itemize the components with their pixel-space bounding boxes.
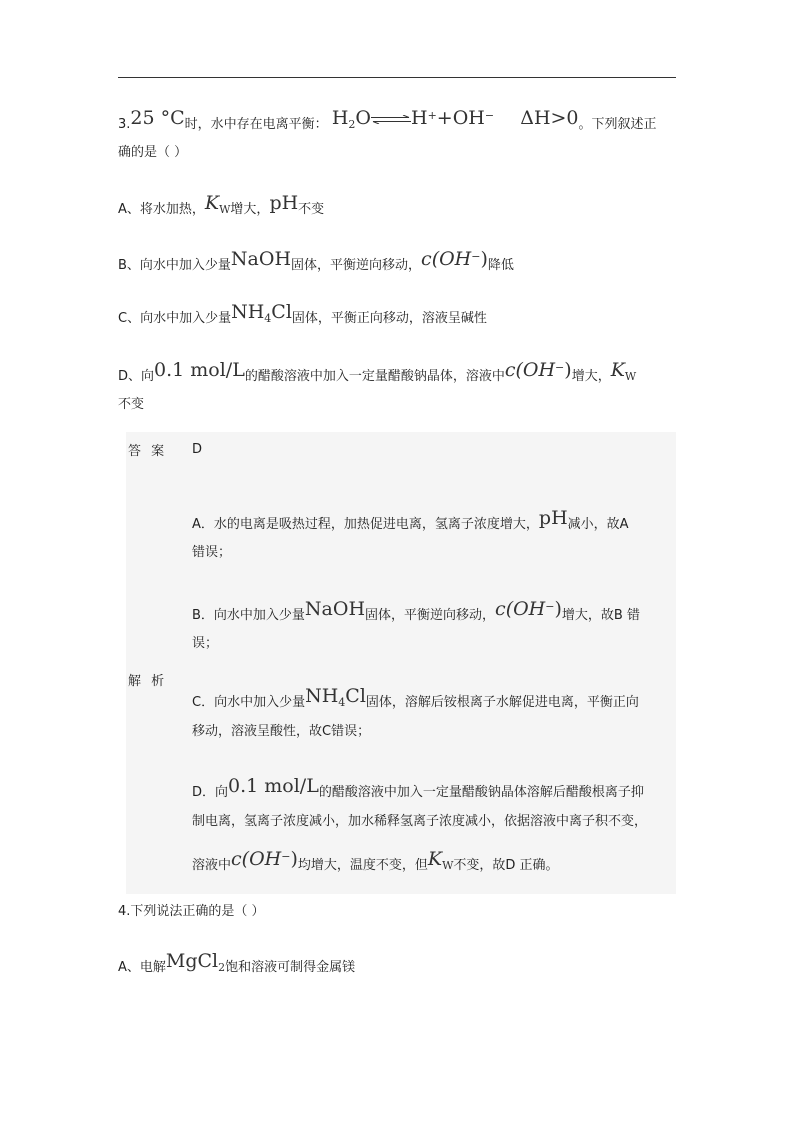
option-b-text2: 固体，平衡逆向移动， [291,258,422,273]
analysis-d-line3: 溶液中c(OH−)均增大，温度不变，但$K_W$不变，故D 正确。 [192,848,559,873]
concentration: 0.1 mol/L [228,775,319,797]
option-b-text3: 降低 [487,258,514,273]
kw-symbol: $K_W$ [204,192,231,216]
option-b-text: B、向水中加入少量 [118,258,231,273]
header-rule [118,77,676,78]
analysis-b-cont: 误； [192,636,219,651]
option-a [118,192,325,220]
enthalpy-condition: ΔH>0 [520,107,579,129]
option-c-text2: 固体，平衡正向移动，溶液呈碱性 [291,311,487,326]
hydroxide-concentration: c(OH−) [495,598,562,620]
analysis-a-cont: 错误； [192,545,232,560]
hydroxide-concentration: c(OH−) [231,848,298,870]
temperature: 25 °C [130,107,185,129]
naoh-formula: NaOH [304,598,366,620]
option-c-text: C、向水中加入少量 [118,311,232,326]
analysis-d: D．向0.1 mol/L的醋酸溶液中加入一定量醋酸钠晶体溶解后醋酸根离子抑 [192,775,644,800]
ph-symbol: pH [538,507,568,529]
analysis-label: 解 析 [128,674,168,689]
mgcl2-formula: MgCl$_2$ [165,950,226,974]
hydroxide-concentration: c(OH−) [421,248,488,270]
analysis-b: B．向水中加入少量NaOH固体，平衡逆向移动，c(OH−)增大，故B 错 [192,598,640,623]
option-d-text3: 增大， [571,369,611,384]
stem-text-tail: 。下列叙述正 [578,117,657,132]
option-a-text3: 不变 [298,202,325,217]
kw-symbol: $K_W$ [427,848,454,872]
ionization-equation: $H_2O$ H++OH− [331,107,495,131]
answer-value: D [192,442,203,457]
option-d [118,359,637,387]
equilibrium-arrow-icon [371,115,411,124]
q3-stem-line2: 确的是（ ） [118,145,188,160]
stem-text: 时，水中存在电离平衡： [184,117,328,132]
kw-symbol: $K_W$ [610,359,637,383]
option-b [118,248,514,276]
ph-symbol: pH [269,192,299,214]
analysis-c-cont: 移动，溶液呈酸性，故C错误； [192,724,371,739]
option-a-text: A、将水加热， [118,202,205,217]
analysis-d-line2: 制电离，氢离子浓度减小，加水稀释氢离子浓度减小，依据溶液中离子积不变， [192,814,648,829]
option-d-text2: 的醋酸溶液中加入一定量醋酸钠晶体，溶液中 [244,369,505,384]
concentration: 0.1 mol/L [154,359,245,381]
nh4cl-formula: $NH_4Cl$ [305,685,366,709]
nh4cl-formula: $NH_4Cl$ [231,301,292,325]
option-d-text: D、向 [118,369,155,384]
answer-label: 答 案 [128,444,168,459]
q3-stem-line1 [118,107,657,135]
q4-option-a: A、电解MgCl$_2$饱和溶液可制得金属镁 [118,950,356,975]
q4-stem: 4.下列说法正确的是（ ） [118,904,265,919]
hydroxide-concentration: c(OH−) [504,359,572,381]
option-c [118,301,487,329]
option-a-text2: 增大， [230,202,270,217]
analysis-c: C．向水中加入少量$NH_4Cl$固体，溶解后铵根离子水解促进电离，平衡正向 [192,685,639,710]
analysis-a: A．水的电离是吸热过程，加热促进电离，氢离子浓度增大，pH减小，故A [192,507,629,532]
option-d-cont: 不变 [118,397,145,412]
naoh-formula: NaOH [230,248,292,270]
question-number: 3. [118,117,131,132]
